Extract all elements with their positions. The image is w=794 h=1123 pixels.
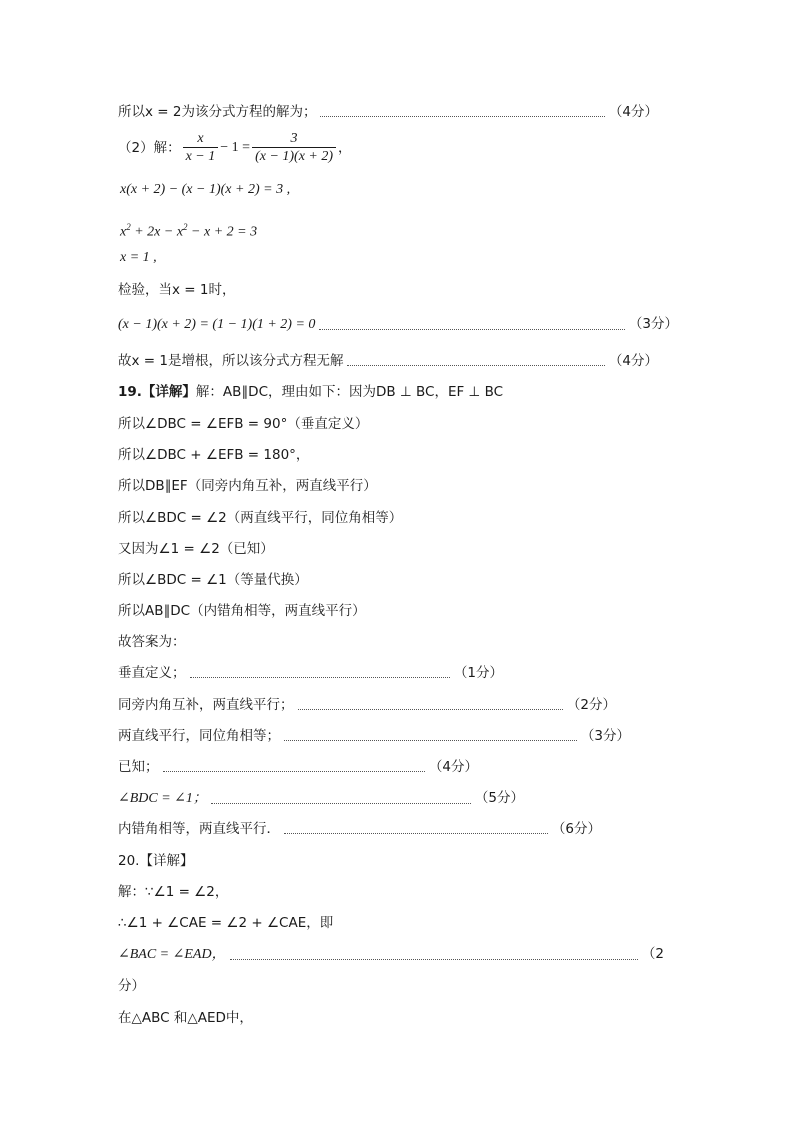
- fraction-numerator: x: [197, 130, 204, 146]
- q20-line5: 在△ABC 和△AED中，: [118, 1010, 253, 1026]
- part2-label: （2）解：: [118, 140, 181, 156]
- leader-dots: [347, 365, 604, 366]
- q20-line4: 分）: [118, 978, 145, 994]
- q20-line1: 解：∵∠1 = ∠2，: [118, 884, 229, 900]
- part2-final-points: （4分）: [608, 353, 658, 369]
- q19-header: [118, 382, 503, 402]
- leader-dots: [230, 959, 638, 960]
- answer-points: （3分）: [580, 728, 630, 744]
- q20-line3-points: （2: [641, 946, 664, 962]
- q19-number: 19.【详解】: [118, 384, 196, 400]
- q19-answer-row: [118, 819, 601, 839]
- leader-dots: [211, 803, 471, 804]
- leader-dots: [319, 329, 624, 330]
- part2-final-row: [118, 351, 658, 371]
- q20-header: [118, 851, 193, 871]
- q19-line: 所以∠BDC = ∠2（两直线平行，同位角相等）: [118, 510, 403, 526]
- q19-line: 所以∠BDC = ∠1（等量代换）: [118, 572, 308, 588]
- exponent: 2: [183, 222, 188, 232]
- q20-line2: ∴∠1 + ∠CAE = ∠2 + ∠CAE，即: [118, 915, 334, 931]
- part1-conclusion-row: [118, 102, 658, 122]
- step2-term: + 2x − x: [130, 224, 184, 240]
- fraction-numerator: 3: [290, 130, 298, 146]
- leader-dots: [320, 116, 604, 117]
- leader-dots: [284, 833, 548, 834]
- part2-step1: x(x + 2) − (x − 1)(x + 2) = 3 ,: [120, 182, 291, 197]
- answer-text: 已知；: [118, 759, 159, 775]
- part2-check-label: 检验，当x = 1时，: [118, 282, 236, 298]
- step2-term: − x + 2 = 3: [187, 224, 258, 240]
- q20-number: 20.【详解】: [118, 853, 194, 869]
- minus-one: − 1 =: [220, 140, 251, 155]
- leader-dots: [190, 677, 450, 678]
- leader-dots: [298, 709, 563, 710]
- answer-points: （4分）: [428, 759, 478, 775]
- leader-dots: [163, 771, 425, 772]
- answer-points: （6分）: [551, 821, 601, 837]
- q19-line: 故答案为：: [118, 634, 186, 650]
- part2-check-points: （3分）: [628, 316, 678, 332]
- part2-check-row: [118, 314, 678, 335]
- answer-text: 两直线平行，同位角相等；: [118, 728, 280, 744]
- fraction-denominator: x − 1: [183, 147, 219, 166]
- q19-answer-row: [118, 757, 478, 777]
- q19-line: 所以AB∥DC（内错角相等，两直线平行）: [118, 603, 366, 619]
- part2-equation: [118, 128, 352, 168]
- part1-points: （4分）: [608, 104, 658, 120]
- part2-check-expr: (x − 1)(x + 2) = (1 − 1)(1 + 2) = 0: [118, 317, 316, 332]
- q19-line: 所以∠DBC = ∠EFB = 90°（垂直定义）: [118, 416, 369, 432]
- q19-line: 所以DB∥EF（同旁内角互补，两直线平行）: [118, 478, 377, 494]
- q20-line3: ∠BAC = ∠EAD，: [118, 947, 226, 962]
- part2-step3: x = 1 ,: [120, 250, 157, 265]
- q19-line: 又因为∠1 = ∠2（已知）: [118, 541, 274, 557]
- part2-final: 故x = 1是增根，所以该分式方程无解: [118, 353, 344, 369]
- fraction-x-over-x-minus-1: [183, 131, 219, 166]
- answer-text: ∠BDC = ∠1；: [118, 791, 207, 806]
- q19-line: 所以∠DBC + ∠EFB = 180°，: [118, 447, 310, 463]
- leader-dots: [284, 740, 577, 741]
- step2-term: x: [120, 224, 127, 240]
- part2-step2: [120, 217, 257, 243]
- fraction-3-over-product: [252, 131, 336, 166]
- answer-points: （1分）: [453, 665, 503, 681]
- q19-answer-row: [118, 695, 616, 715]
- equation-comma: ，: [338, 140, 352, 156]
- q19-answer-row: [118, 726, 630, 746]
- q20-line3-row: [118, 944, 664, 965]
- q19-answer-row: [118, 788, 524, 809]
- q19-answer-row: [118, 663, 503, 683]
- exponent: 2: [126, 222, 131, 232]
- answer-text: 同旁内角互补，两直线平行；: [118, 697, 294, 713]
- answer-text: 垂直定义；: [118, 665, 186, 681]
- q19-intro: 解：AB∥DC，理由如下：因为DB ⊥ BC，EF ⊥ BC: [195, 384, 504, 400]
- fraction-denominator: (x − 1)(x + 2): [252, 147, 336, 166]
- answer-text: 内错角相等，两直线平行．: [118, 821, 280, 837]
- part1-conclusion: 所以x = 2为该分式方程的解为；: [118, 104, 317, 120]
- answer-points: （5分）: [474, 790, 524, 806]
- answer-points: （2分）: [566, 697, 616, 713]
